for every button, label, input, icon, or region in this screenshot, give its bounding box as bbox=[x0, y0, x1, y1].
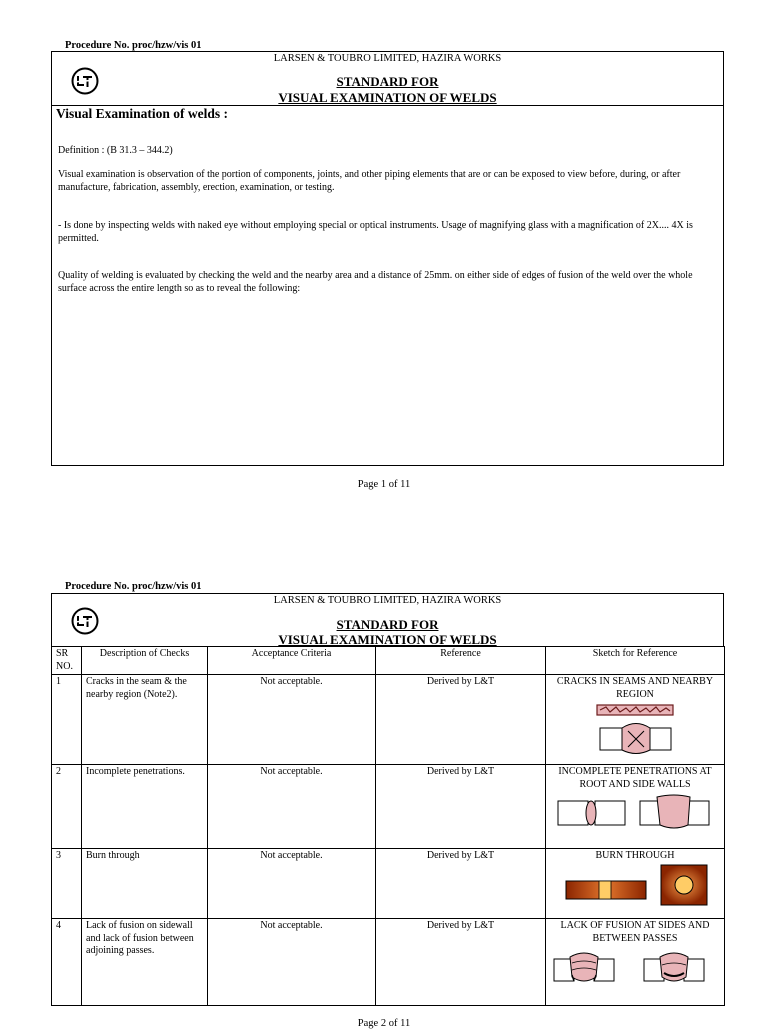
row-sketch-cell bbox=[546, 919, 725, 1006]
sketch-title: CRACKS IN SEAMS AND NEARBY REGION bbox=[556, 676, 714, 700]
row-sketch-cell bbox=[546, 675, 725, 765]
row-sr: 1 bbox=[52, 675, 82, 765]
paragraph-1: Visual examination is observation of the portion of components, joints, and other piping elements that are or can be exposed to view before, during, or after manufacture, fabrication, assembly, erection, examination, or testing. bbox=[58, 169, 681, 193]
sketch-title: BURN THROUGH bbox=[595, 850, 675, 861]
section-title: Visual Examination of welds : bbox=[56, 106, 229, 121]
burn-through-sketch-icon bbox=[550, 863, 720, 909]
row-reference: Derived by L&T bbox=[376, 675, 546, 765]
table-row bbox=[52, 765, 725, 849]
row-reference: Derived by L&T bbox=[376, 849, 546, 919]
standard-title-line2: VISUAL EXAMINATION OF WELDS bbox=[278, 90, 497, 105]
row-criteria: Not acceptable. bbox=[208, 849, 376, 919]
row-sr: 3 bbox=[52, 849, 82, 919]
lack-of-fusion-sketch-icon bbox=[550, 945, 720, 989]
paragraph-3: Quality of welding is evaluated by checking the weld and the nearby area and a distance of 25mm. on either side of edges of fusion of the weld over the whole surface across the entire length so as to reveal the following: bbox=[58, 270, 693, 294]
page-number-1: Page 1 of 11 bbox=[357, 479, 411, 490]
checks-table bbox=[51, 646, 725, 1006]
sketch-title: INCOMPLETE PENETRATIONS AT ROOT AND SIDE WALLS bbox=[558, 766, 712, 790]
crack-sketch-icon bbox=[550, 701, 720, 761]
row-sketch-cell bbox=[546, 849, 725, 919]
row-description: Incomplete penetrations. bbox=[82, 765, 208, 849]
procedure-number: Procedure No. proc/hzw/vis 01 bbox=[65, 40, 202, 51]
row-criteria: Not acceptable. bbox=[208, 675, 376, 765]
paragraph-2: - Is done by inspecting welds with naked eye without employing special or optical instruments. Usage of magnifying glass with a magnification of 2X.... 4X is permitted. bbox=[58, 220, 693, 244]
row-criteria: Not acceptable. bbox=[208, 919, 376, 1006]
header-acceptance: Acceptance Criteria bbox=[208, 647, 376, 675]
row-reference: Derived by L&T bbox=[376, 919, 546, 1006]
standard-title-line2: VISUAL EXAMINATION OF WELDS bbox=[278, 632, 497, 647]
standard-title-line1: STANDARD FOR bbox=[336, 74, 439, 89]
company-name: LARSEN & TOUBRO LIMITED, HAZIRA WORKS bbox=[273, 53, 502, 64]
row-description: Burn through bbox=[82, 849, 208, 919]
header-sr-no: SR NO. bbox=[52, 647, 82, 675]
table-row bbox=[52, 849, 725, 919]
incomplete-penetration-sketch-icon bbox=[550, 791, 720, 833]
row-reference: Derived by L&T bbox=[376, 765, 546, 849]
row-description: Cracks in the seam & the nearby region (Note2). bbox=[82, 675, 208, 765]
definition-text: Definition : (B 31.3 – 344.2) bbox=[58, 145, 173, 156]
row-sketch-cell bbox=[546, 765, 725, 849]
table-row bbox=[52, 675, 725, 765]
table-row bbox=[52, 919, 725, 1006]
table-header-row bbox=[52, 647, 725, 675]
row-description: Lack of fusion on sidewall and lack of fusion between adjoining passes. bbox=[82, 919, 208, 1006]
page2-header-frame bbox=[51, 593, 724, 647]
header-description: Description of Checks bbox=[82, 647, 208, 675]
standard-title-line1: STANDARD FOR bbox=[336, 617, 439, 632]
header-sketch: Sketch for Reference bbox=[546, 647, 725, 675]
page1-frame bbox=[51, 51, 724, 466]
company-name: LARSEN & TOUBRO LIMITED, HAZIRA WORKS bbox=[273, 595, 502, 606]
header-reference: Reference bbox=[376, 647, 546, 675]
row-criteria: Not acceptable. bbox=[208, 765, 376, 849]
row-sr: 4 bbox=[52, 919, 82, 1006]
row-sr: 2 bbox=[52, 765, 82, 849]
sketch-title: LACK OF FUSION AT SIDES AND BETWEEN PASSES bbox=[560, 920, 710, 944]
page-number-2: Page 2 of 11 bbox=[357, 1018, 411, 1029]
procedure-number: Procedure No. proc/hzw/vis 01 bbox=[65, 581, 202, 592]
